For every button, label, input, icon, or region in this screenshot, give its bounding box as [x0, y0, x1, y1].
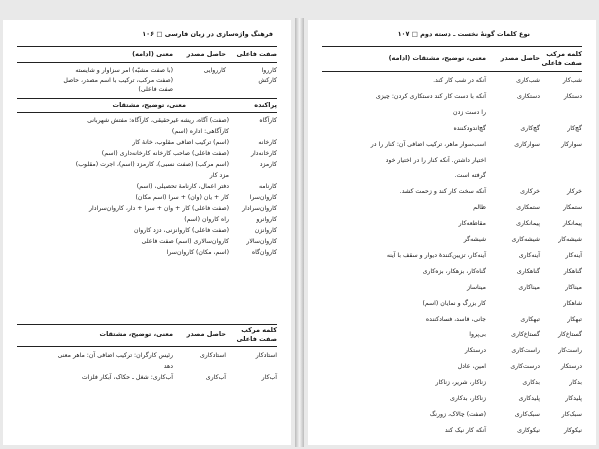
t2-row-2-col-0: کارخانه	[258, 139, 277, 146]
t2-row-7-col-0: کاروان‌سرا	[249, 194, 277, 201]
rt-row-7-col-2: آنکه سخت کار کند و زحمت کشد.	[399, 188, 486, 196]
rt-row-10-col-1: شیشه‌کاری	[511, 236, 540, 243]
rt-row-1-col-1: دستکاری	[517, 92, 540, 100]
rt-row-0-col-2: آنکه در شب کار کند.	[433, 77, 486, 84]
t2-row-4-col-1: (اسم مرکب) (صفت نسبی)، کارمزد (اسم)، اجرت (مقلوب)	[75, 161, 229, 168]
t1-row-0-col-0: کارروا	[261, 67, 277, 74]
t2-row-6-col-0: کارنامه	[258, 183, 277, 190]
rt-row-3-col-1: گچ‌کاری	[520, 124, 540, 132]
t2-row-9-col-0: کاروانرو	[256, 216, 277, 223]
rt-row-12-col-2: گناه‌کار، بزهکار، بزه‌کاری	[422, 267, 486, 275]
left-page	[3, 20, 291, 445]
rt-row-9-col-1: پیمانکاری	[516, 220, 540, 228]
t2-row-10-col-1: (صفت فاعلی) کاروانزنی، دزد کاروان	[133, 227, 229, 234]
rt-row-20-col-2: زناکار، بدکاری	[449, 395, 486, 402]
table2-header-rule	[17, 112, 277, 113]
rt-row-22-col-2: آنکه کار نیک کند	[444, 426, 486, 434]
table2-header-col1: پراکنده	[254, 101, 277, 109]
t3-row-1-col-2: دهد	[163, 363, 173, 370]
rt-row-15-col-1: تبهکاری	[520, 315, 540, 323]
t3-row-0-col-2: رئیس کارگران: ترکیب اضافی آن: ماهر معنی	[57, 352, 173, 359]
t2-row-2-col-1: (اسم) ترکیب اضافی مقلوب، خانهٔ کار	[132, 139, 229, 146]
t2-row-3-col-1: (صفت فاعلی) صاحب کارخانه کارخانه‌داری (اسم)	[101, 150, 229, 157]
rtable-header-col1b: صفت فاعلی	[541, 59, 582, 67]
rt-row-0-col-0: شب‌کار	[562, 77, 582, 84]
rt-row-7-col-0: خرکار	[566, 188, 582, 196]
rt-row-19-col-0: بدکار	[569, 379, 582, 387]
rt-row-21-col-2: (صفت) چالاک، زورنگ	[429, 410, 486, 418]
rt-row-5-col-2: اختیار داشتن. آنکه کنار را در اختیار خود	[385, 156, 486, 164]
rt-row-0-col-1: شب‌کاری	[516, 77, 540, 84]
table3-header-col1b: صفت فاعلی	[236, 335, 277, 343]
t2-row-4-col-0: کارمزد	[259, 161, 277, 168]
t3-row-2-col-0: آب‌کار	[261, 374, 277, 381]
t1-row-0-col-2: (با صفت مشبّه) امر سزاوار و شایسته	[75, 67, 173, 74]
table3-header-col1: کلمه مرکب	[241, 326, 277, 334]
rt-row-16-col-1: گستاخ‌کاری	[511, 331, 540, 339]
right-page	[308, 20, 596, 445]
rt-row-3-col-0: گچ‌کار	[567, 124, 582, 132]
rt-row-13-col-2: میناساز	[467, 283, 486, 291]
rt-row-16-col-0: گستاخ‌کار	[557, 331, 582, 339]
rt-row-4-col-0: سوارکار	[561, 140, 582, 148]
rt-row-12-col-0: گناهکار	[563, 267, 582, 275]
rt-row-16-col-2: بی‌پروا	[469, 331, 486, 339]
t1-row-1-col-2: (صفت مرکب، ترکیب با اسم مصدر، حاصل	[63, 76, 173, 84]
t3-row-2-col-1: آب‌کاری	[205, 374, 226, 381]
t2-row-11-col-1: کاروان‌سالاری (اسم) صفت فاعلی	[141, 238, 229, 245]
table3-header-rule	[17, 346, 277, 347]
rt-row-17-col-0: راست‌کار	[558, 347, 582, 355]
table2-top-rule	[17, 98, 277, 99]
t2-row-6-col-1: دفتر اعمال، کارنامهٔ تحصیلی، (اسم)	[136, 183, 229, 190]
right-page-header: نوع کلمات گونهٔ نخست ـ دسته دوم □ ۱۰۷	[397, 30, 530, 38]
rt-row-1-col-0: دستکار	[563, 92, 582, 100]
rt-row-4-col-1: سوارکاری	[514, 140, 540, 148]
t2-row-1-col-1: کارآگاهی: اداره (اسم)	[171, 128, 229, 135]
rt-row-14-col-2: کار بزرگ و نمایان (اسم)	[422, 299, 486, 307]
rt-row-19-col-1: بدکاری	[522, 379, 540, 387]
rt-row-13-col-0: میناکار	[565, 283, 582, 291]
t2-row-12-col-0: کاروان‌گاه	[251, 249, 277, 256]
t2-row-0-col-1: (صفت) آگاه، ریشه غیرحقیقی، کارآگاه: مفتش شهربانی	[87, 117, 229, 124]
rtable-header-col3: معنی، توضیح، مشتقات (ادامه)	[388, 54, 486, 62]
rt-row-4-col-2: اسب‌سوار ماهر، ترکیب اضافی آن: کنار را در	[370, 140, 486, 148]
rt-row-18-col-1: درست‌کاری	[510, 363, 540, 371]
header-rule	[17, 46, 277, 47]
rt-row-11-col-0: آینه‌کار	[565, 251, 582, 259]
rt-row-18-col-0: درستکار	[560, 363, 582, 371]
rt-row-9-col-2: مقاطعه‌کار	[458, 220, 486, 228]
rt-row-6-col-2: گرفته است.	[454, 172, 486, 180]
rtable-header-col1: کلمه مرکب	[546, 50, 582, 58]
rt-row-10-col-2: شیشه‌گر	[463, 236, 486, 243]
rt-row-18-col-2: امین، عادل	[457, 363, 486, 371]
rt-row-20-col-1: پلیدکاری	[518, 395, 540, 402]
left-page-header: ۱۰۶ □ فرهنگ واژه‌سازی در زبان فارسی	[142, 30, 273, 38]
rt-row-22-col-0: نیکوکار	[563, 426, 582, 434]
rt-row-8-col-1: ستمکاری	[516, 204, 540, 212]
rtable-header-col2: حاصل مصدر	[500, 54, 540, 62]
rt-row-19-col-2: زناکار، شریر، زناکار	[435, 379, 486, 387]
t2-row-12-col-1: (اسم، مکان) کاروان‌سرا	[166, 249, 229, 256]
rt-row-17-col-1: راست‌کاری	[511, 347, 540, 355]
t1-row-1-col-0: کارکش	[258, 76, 277, 84]
table1-header-col1: صفت فاعلی	[236, 50, 277, 58]
t1-row-2-col-2: صفت فاعلی)	[138, 86, 173, 93]
table3-top-rule	[17, 324, 277, 325]
rt-row-11-col-2: آینه‌کار، تزیین‌کنندهٔ دیوار و سقف با آینه	[386, 251, 486, 259]
table1-header-rule	[17, 62, 277, 63]
book-spine	[295, 18, 304, 447]
rt-row-2-col-2: را دست زدن	[453, 108, 486, 116]
t2-row-8-col-0: کاروان‌سرادار	[242, 205, 277, 212]
t3-row-2-col-2: آب‌کاری: شغل ـ حکاک، آبکار فلزات	[81, 374, 173, 381]
rt-row-21-col-1: سبک‌کاری	[514, 410, 540, 418]
table3-header-col2: حاصل مصدر	[186, 330, 226, 338]
rt-row-13-col-1: میناکاری	[518, 283, 540, 291]
rt-row-7-col-1: خرکاری	[520, 188, 540, 196]
t2-row-10-col-0: کاروانزن	[254, 227, 277, 234]
rt-row-21-col-0: سبک‌کار	[561, 410, 582, 418]
t3-row-0-col-0: استادکار	[255, 352, 277, 359]
rt-row-10-col-0: شیشه‌کار	[558, 236, 582, 243]
table1-header-col2: حاصل مصدر	[186, 50, 226, 58]
rtable-header-rule	[322, 71, 582, 72]
rt-row-20-col-0: پلیدکار	[565, 395, 582, 402]
t2-row-3-col-0: کارخانه‌دار	[250, 150, 277, 157]
rt-row-15-col-2: جانی، فاسد، فسادکننده	[425, 315, 486, 323]
t3-row-0-col-1: استادکاری	[199, 352, 226, 359]
rt-row-9-col-0: پیمانکار	[562, 220, 582, 228]
t2-row-7-col-1: کار + یان (وان) + سرا (اسم مکان)	[135, 194, 229, 201]
t2-row-0-col-0: کارآگاه	[259, 117, 277, 124]
header-rule-right	[322, 46, 582, 47]
rt-row-12-col-1: گناهکاری	[516, 267, 540, 275]
t2-row-9-col-1: راه کاروان (اسم)	[184, 216, 229, 223]
t2-row-5-col-1: مزد کار	[209, 172, 229, 179]
table3-header-col3: معنی، توضیح، مشتقات	[99, 330, 173, 338]
table1-header-col3: معنی (ادامه)	[132, 50, 173, 58]
rt-row-11-col-1: آینه‌کاری	[518, 251, 540, 259]
rt-row-22-col-1: نیکوکاری	[517, 426, 540, 434]
rt-row-1-col-2: آنکه با دست کار کند دستکاری کردن: چیزی	[375, 92, 486, 100]
rt-row-8-col-0: ستمکار	[563, 204, 582, 212]
rt-row-14-col-0: شاهکار	[563, 299, 582, 307]
rt-row-8-col-2: ظالم	[473, 204, 486, 212]
rt-row-15-col-0: تبهکار	[567, 315, 582, 323]
t2-row-8-col-1: (صفت فاعلی) کار + وان + سرا + دار، کاروان‌سرادار	[89, 205, 229, 212]
t2-row-11-col-0: کاروان‌سالار	[246, 238, 277, 245]
rt-row-3-col-2: گچ‌اندودکننده	[453, 124, 486, 132]
table2-header-col2: معنی، توضیح، مشتقات	[112, 101, 186, 109]
t1-row-0-col-1: کارروایی	[203, 67, 226, 74]
rt-row-17-col-2: درستکار	[464, 347, 486, 355]
